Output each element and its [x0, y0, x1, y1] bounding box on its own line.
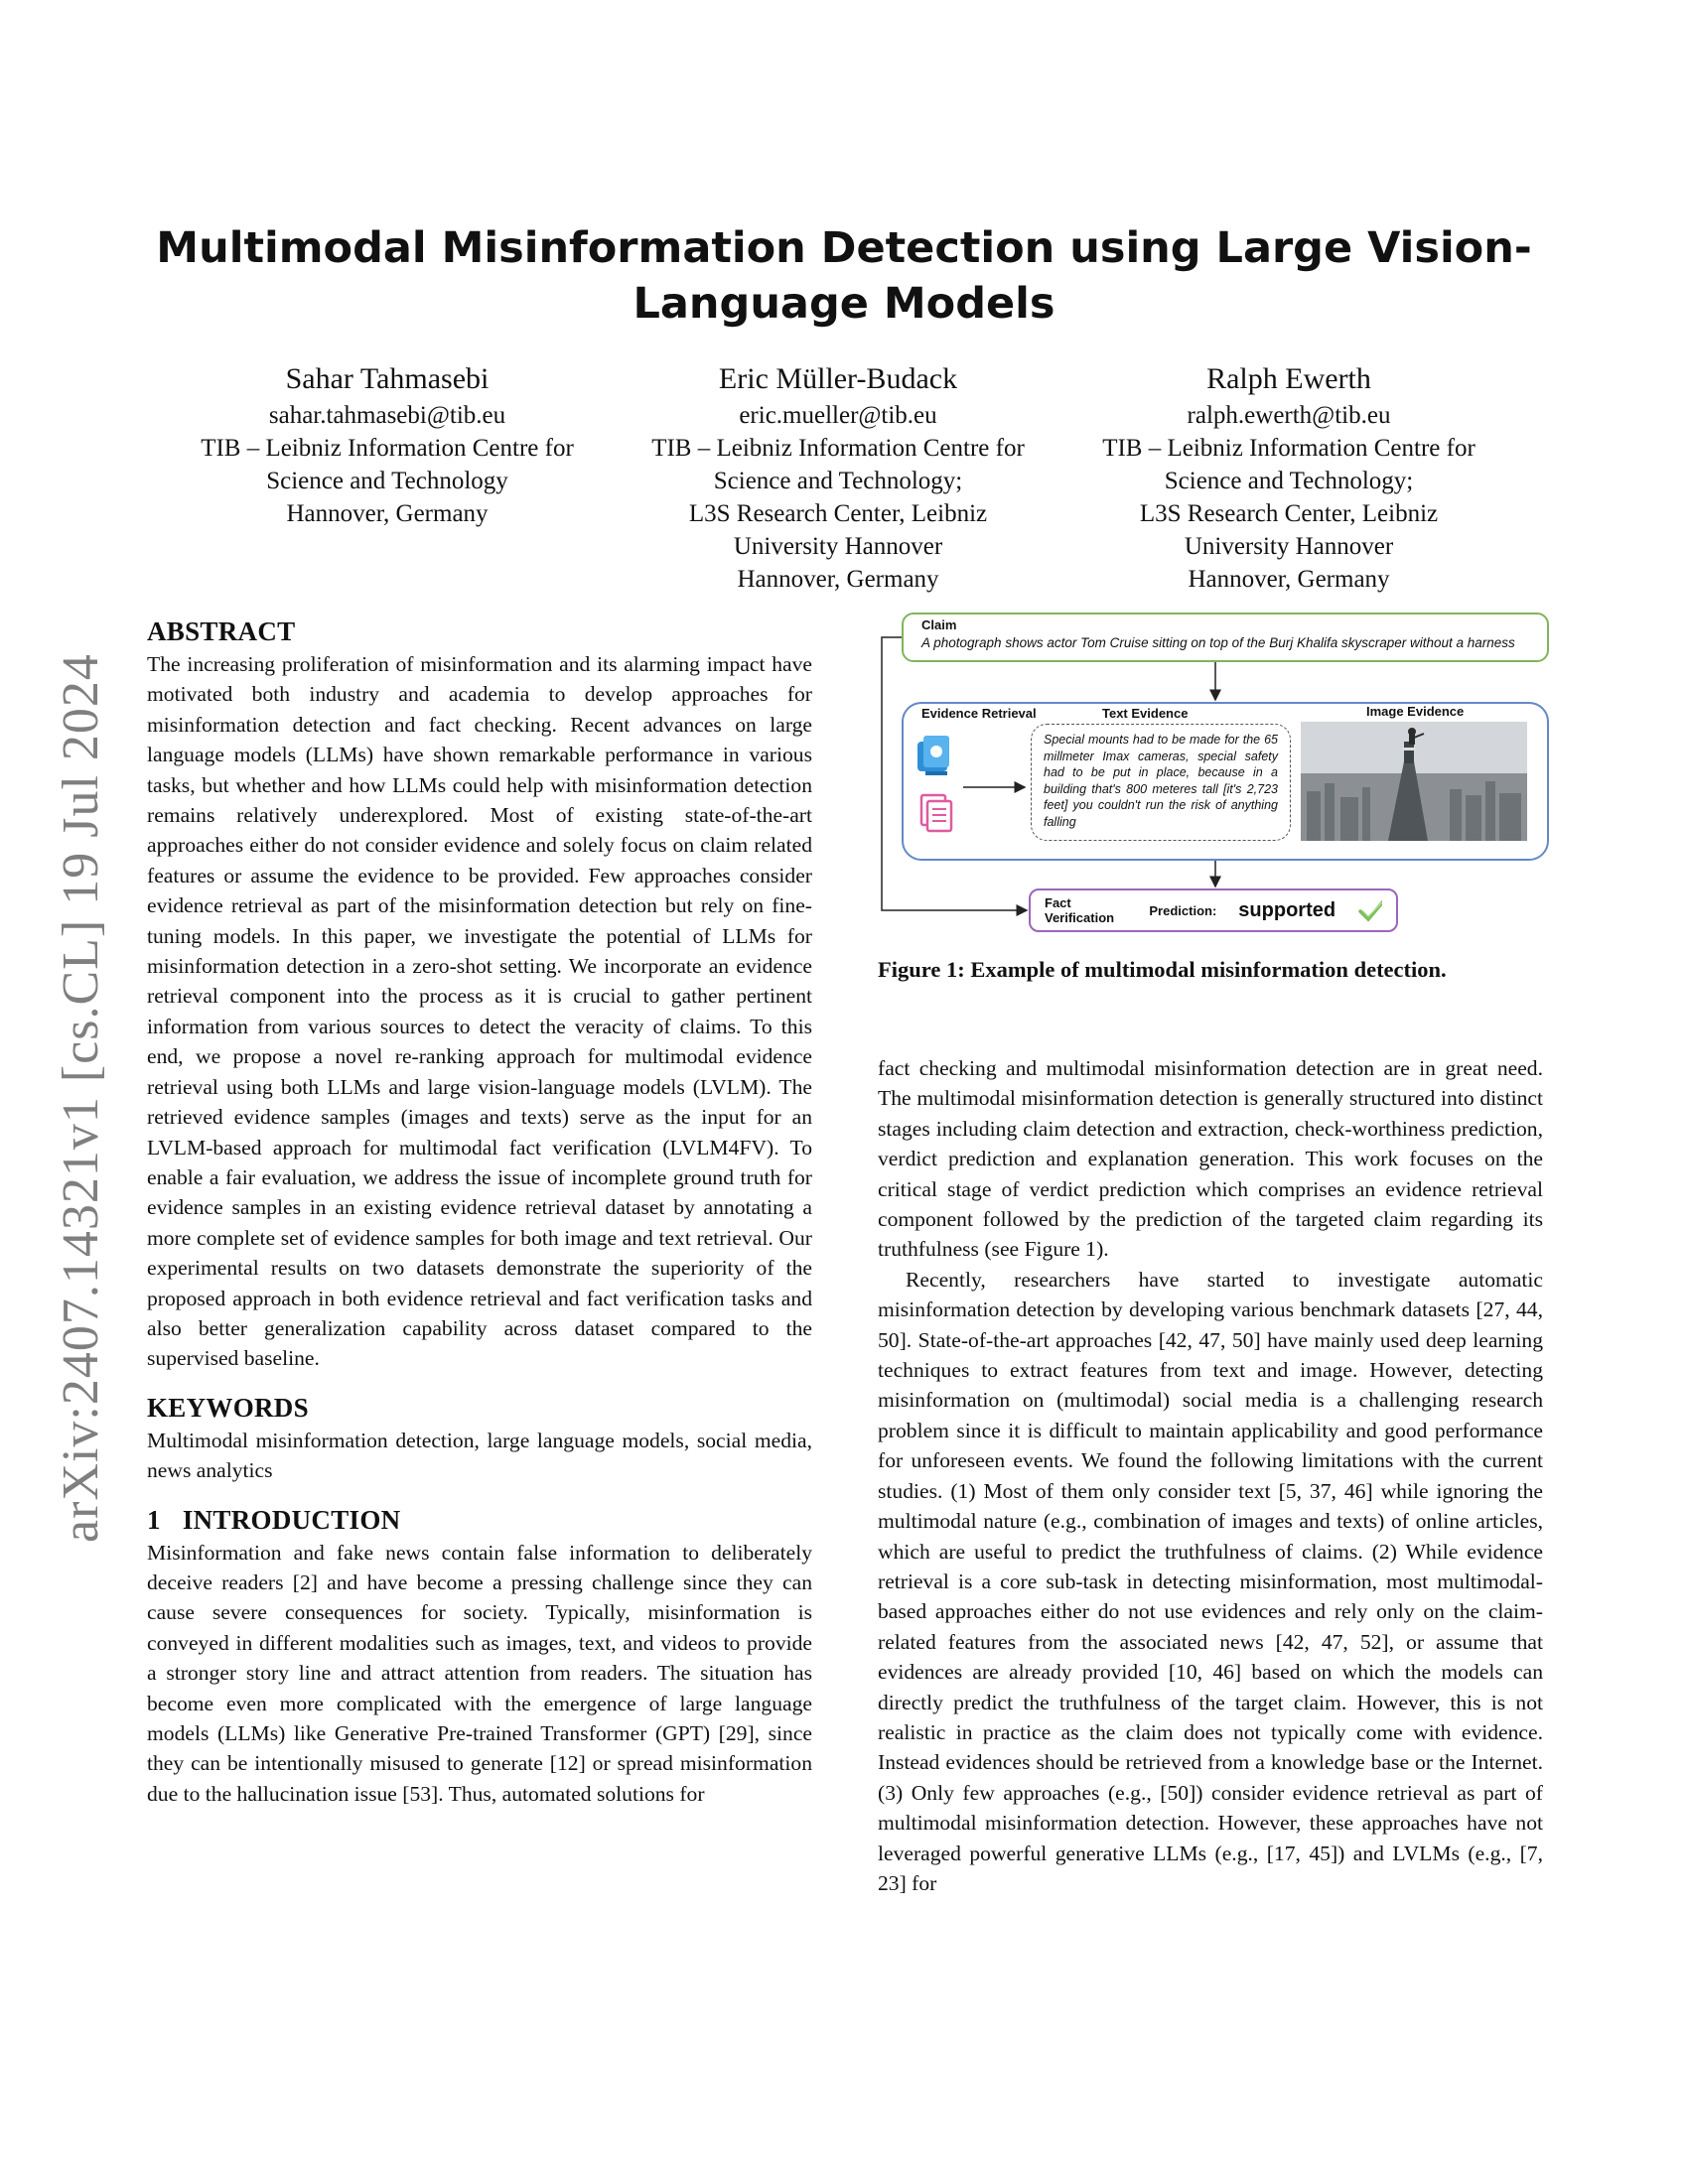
text-evidence-label: Text Evidence	[1102, 706, 1189, 721]
fact-verification-label: Fact Verification	[1045, 895, 1115, 925]
author-affil-line: Science and Technology	[266, 468, 508, 494]
author-3	[1060, 359, 1517, 596]
author-email[interactable]: ralph.ewerth@tib.eu	[1187, 402, 1391, 429]
keywords-text: Multimodal misinformation detection, large language models, social media, news analytics	[147, 1428, 812, 1483]
intro-paragraph-2: fact checking and multimodal misinformation detection are in great need. The multimodal misinformation detection is generally structured into distinct stages including claim detection and extraction, check-worthiness prediction, verdict prediction and explanation generation. This work focuses on the critical stage of verdict prediction which comprises an evidence retrieval component followed by the prediction of the targeted claim regarding its truthfulness (see Figure 1).	[878, 1056, 1543, 1262]
retrieval-icons	[915, 728, 1035, 837]
author-2	[610, 359, 1066, 596]
intro-paragraph-3: Recently, researchers have started to investigate automatic misinformation detection by developing various benchmark datasets [27, 44, 50]. State-of-the-art approaches [42, 47, 50] have mainly used deep learning techniques to extract features from text and image. However, detecting misinformation on (multimodal) social media is a challenging research problem since it is difficult to maintain applicability and good performance for unforeseen events. We found the following limitations with the current studies. (1) Most of them only consider text [5, 37, 46] while ignoring the multimodal nature (e.g., combination of images and texts) of online articles, which are useful to predict the truthfulness of claims. (2) While evidence retrieval is a core sub-task in detecting misinformation, most multimodal-based approaches either do not use evidences and rely only on the claim-related features from the associated news [42, 47, 52], or assume that evidences are already provided [10, 46] based on which the models can directly predict the truthfulness of the target claim. However, this is not realistic in practice as the claim does not typically come with evidence. Instead evidences should be retrieved from a knowledge base or the Internet. (3) Only few approaches (e.g., [50]) consider evidence retrieval as part of multimodal misinformation detection. However, these approaches have not leveraged powerful generative LLMs (e.g., [17, 45]) and LVLMs (e.g., [7, 23] for	[878, 1267, 1543, 1895]
author-affil-line: University Hannover	[1184, 533, 1394, 560]
intro-heading	[147, 1502, 812, 1538]
claim-text: A photograph shows actor Tom Cruise sitting on top of the Burj Khalifa skyscraper without a harness	[921, 635, 1515, 650]
intro-paragraph-1: Misinformation and fake news contain false information to deliberately deceive readers [2] and have become a pressing challenge since they can cause severe consequences for society. Typically, misinformation is conveyed in different modalities such as images, text, and videos to provide a stronger story line and attract attention from readers. The situation has become even more complicated with the emergence of large language models (LLMs) like Generative Pre-trained Transformer (GPT) [29], since they can be intentionally misused to generate [12] or spread misinformation due to the hallucination issue [53]. Thus, automated solutions for	[147, 1540, 812, 1806]
section-number: 1	[147, 1504, 161, 1535]
claim-label: Claim	[921, 617, 957, 632]
author-email[interactable]: eric.mueller@tib.eu	[739, 402, 937, 429]
author-affil-line: University Hannover	[733, 533, 943, 560]
author-affil-line: TIB – Leibniz Information Centre for	[651, 435, 1025, 462]
checkmark-icon	[1357, 897, 1382, 923]
abstract-heading: ABSTRACT	[147, 616, 296, 646]
author-affil-line: TIB – Leibniz Information Centre for	[201, 435, 574, 462]
author-name: Sahar Tahmasebi	[285, 362, 490, 395]
author-name: Eric Müller-Budack	[718, 362, 958, 395]
evidence-retrieval-label: Evidence Retrieval	[921, 706, 1037, 721]
claim-box	[902, 613, 1549, 662]
author-affil-line: L3S Research Center, Leibniz	[1139, 500, 1439, 527]
author-affil-line: Hannover, Germany	[1188, 566, 1390, 593]
abstract-text: The increasing proliferation of misinformation and its alarming impact have motivated both industry and academia to develop approaches for misinformation detection and fact checking. Recent advances on large language models (LLMs) have shown remarkable performance in various tasks, but whether and how LLMs could help with misinformation detection remains relatively underexplored. Most of existing state-of-the-art approaches either do not consider evidence and solely focus on claim related features or assume the evidence to be provided. Few approaches consider evidence retrieval as part of the misinformation detection but rely on fine-tuning models. In this paper, we investigate the potential of LLMs for misinformation detection in a zero-shot setting. We incorporate an evidence retrieval component into the process as it is crucial to gather pertinent information from various sources to detect the veracity of claims. To this end, we propose a novel re-ranking approach for multimodal evidence retrieval using both LLMs and large vision-language models (LVLM). The retrieved evidence samples (images and texts) serve as the input for an LVLM-based approach for multimodal fact verification (LVLM4FV). To enable a fair evaluation, we address the issue of incomplete ground truth for evidence samples in an existing evidence retrieval dataset by annotating a more complete set of evidence samples for both image and text retrieval. Our experimental results on two datasets demonstrate the superiority of the proposed approach in both evidence retrieval and fact verification tasks and also better generalization capability across dataset compared to the supervised baseline.	[147, 652, 812, 1371]
author-affil-line: Hannover, Germany	[286, 500, 489, 527]
left-column	[147, 614, 812, 1809]
author-1	[159, 359, 616, 530]
documents-icon	[921, 795, 951, 831]
burj-khalifa-photo-icon	[1301, 722, 1527, 841]
section-title: INTRODUCTION	[182, 1504, 401, 1535]
database-icon	[917, 736, 949, 775]
author-name: Ralph Ewerth	[1206, 362, 1371, 395]
fact-verification-box	[1029, 888, 1398, 932]
author-affil-line: Hannover, Germany	[737, 566, 939, 593]
image-evidence-photo	[1301, 722, 1527, 841]
figure-caption: Figure 1: Example of multimodal misinformation detection.	[878, 957, 1447, 982]
evidence-box	[902, 702, 1549, 861]
author-affil-line: TIB – Leibniz Information Centre for	[1102, 435, 1476, 462]
author-email[interactable]: sahar.tahmasebi@tib.eu	[268, 402, 506, 429]
author-affil-line: L3S Research Center, Leibniz	[688, 500, 988, 527]
author-affil-line: Science and Technology;	[713, 468, 963, 494]
figure-1	[878, 611, 1553, 938]
image-evidence-label: Image Evidence	[1366, 704, 1465, 719]
text-evidence-box: Special mounts had to be made for the 65 millmeter Imax cameras, special safety had to be put in place, because in a building that's 800 meteres tall [it's 2,723 feet] you couldn't run the risk of anything falling	[1031, 724, 1291, 841]
prediction-label: Prediction:	[1149, 902, 1217, 918]
keywords-heading: KEYWORDS	[147, 1392, 309, 1423]
right-column	[878, 1053, 1543, 1898]
author-affil-line: Science and Technology;	[1164, 468, 1414, 494]
paper-title: Multimodal Misinformation Detection using Large Vision-Language Models	[156, 223, 1532, 329]
arxiv-stamp: arXiv:2407.14321v1 [cs.CL] 19 Jul 2024	[53, 653, 109, 1543]
prediction-value: supported	[1238, 898, 1336, 921]
